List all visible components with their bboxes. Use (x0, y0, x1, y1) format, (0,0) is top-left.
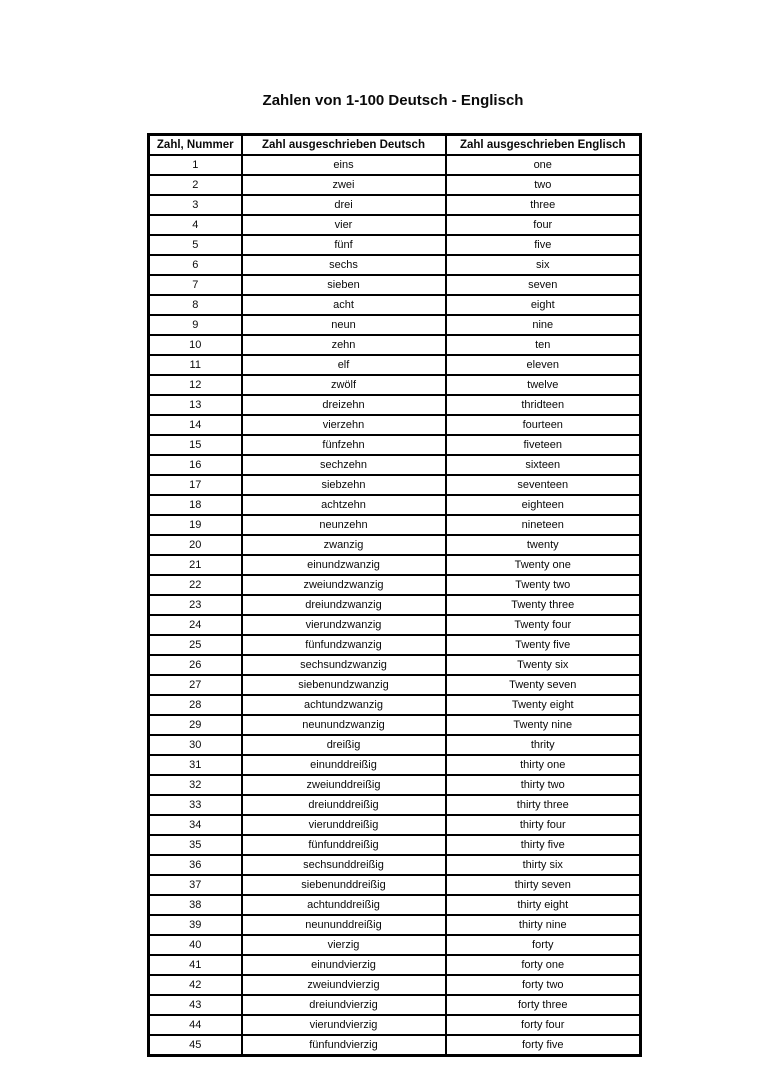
cell-number: 22 (149, 575, 242, 595)
cell-german: fünfunddreißig (242, 835, 446, 855)
table-header-row (149, 135, 641, 156)
cell-german: zweiundvierzig (242, 975, 446, 995)
cell-german: fünfzehn (242, 435, 446, 455)
cell-english: Twenty eight (446, 695, 641, 715)
cell-german: zweiundzwanzig (242, 575, 446, 595)
cell-number: 10 (149, 335, 242, 355)
header-number: Zahl, Nummer (149, 135, 242, 156)
cell-number: 13 (149, 395, 242, 415)
cell-number: 16 (149, 455, 242, 475)
cell-german: einundzwanzig (242, 555, 446, 575)
cell-german: achtundzwanzig (242, 695, 446, 715)
table-row (149, 655, 641, 675)
table-row (149, 595, 641, 615)
cell-number: 40 (149, 935, 242, 955)
table-row (149, 1035, 641, 1056)
cell-english: thirty two (446, 775, 641, 795)
table-row (149, 675, 641, 695)
cell-number: 27 (149, 675, 242, 695)
cell-english: five (446, 235, 641, 255)
cell-german: sechzehn (242, 455, 446, 475)
cell-german: einundvierzig (242, 955, 446, 975)
table-row (149, 315, 641, 335)
cell-number: 33 (149, 795, 242, 815)
cell-german: fünfundzwanzig (242, 635, 446, 655)
table-row (149, 615, 641, 635)
cell-number: 34 (149, 815, 242, 835)
cell-number: 20 (149, 535, 242, 555)
cell-german: sechs (242, 255, 446, 275)
cell-number: 43 (149, 995, 242, 1015)
table-row (149, 795, 641, 815)
table-row (149, 895, 641, 915)
table-row (149, 935, 641, 955)
table-row (149, 575, 641, 595)
table-row (149, 635, 641, 655)
cell-number: 45 (149, 1035, 242, 1056)
table-row (149, 335, 641, 355)
cell-english: forty two (446, 975, 641, 995)
table-row (149, 995, 641, 1015)
table-row (149, 955, 641, 975)
cell-number: 3 (149, 195, 242, 215)
cell-english: forty five (446, 1035, 641, 1056)
cell-english: Twenty five (446, 635, 641, 655)
cell-english: Twenty one (446, 555, 641, 575)
cell-german: neununddreißig (242, 915, 446, 935)
table-row (149, 835, 641, 855)
cell-number: 36 (149, 855, 242, 875)
cell-number: 26 (149, 655, 242, 675)
cell-number: 9 (149, 315, 242, 335)
cell-german: sechsundzwanzig (242, 655, 446, 675)
cell-english: forty three (446, 995, 641, 1015)
cell-number: 28 (149, 695, 242, 715)
cell-number: 31 (149, 755, 242, 775)
cell-german: zweiunddreißig (242, 775, 446, 795)
cell-german: neunzehn (242, 515, 446, 535)
table-row (149, 755, 641, 775)
cell-english: twenty (446, 535, 641, 555)
cell-german: zwölf (242, 375, 446, 395)
cell-number: 15 (149, 435, 242, 455)
cell-number: 24 (149, 615, 242, 635)
table-row (149, 515, 641, 535)
cell-english: three (446, 195, 641, 215)
cell-number: 14 (149, 415, 242, 435)
cell-number: 7 (149, 275, 242, 295)
cell-german: dreiunddreißig (242, 795, 446, 815)
table-row (149, 355, 641, 375)
cell-german: zwei (242, 175, 446, 195)
cell-german: dreizehn (242, 395, 446, 415)
cell-english: Twenty seven (446, 675, 641, 695)
cell-number: 29 (149, 715, 242, 735)
cell-number: 38 (149, 895, 242, 915)
numbers-table (147, 133, 642, 1057)
cell-number: 21 (149, 555, 242, 575)
cell-english: eleven (446, 355, 641, 375)
cell-german: fünfundvierzig (242, 1035, 446, 1056)
cell-number: 23 (149, 595, 242, 615)
cell-number: 37 (149, 875, 242, 895)
table-row (149, 735, 641, 755)
cell-german: siebenundzwanzig (242, 675, 446, 695)
table-row (149, 875, 641, 895)
cell-number: 6 (149, 255, 242, 275)
cell-german: eins (242, 155, 446, 175)
cell-english: fourteen (446, 415, 641, 435)
cell-german: vierzig (242, 935, 446, 955)
cell-english: Twenty four (446, 615, 641, 635)
table-row (149, 495, 641, 515)
table-row (149, 715, 641, 735)
cell-english: thirty six (446, 855, 641, 875)
cell-german: achtzehn (242, 495, 446, 515)
cell-number: 35 (149, 835, 242, 855)
table-row (149, 815, 641, 835)
cell-number: 30 (149, 735, 242, 755)
cell-german: zehn (242, 335, 446, 355)
cell-german: einunddreißig (242, 755, 446, 775)
cell-number: 8 (149, 295, 242, 315)
cell-german: vierundvierzig (242, 1015, 446, 1035)
cell-english: thridteen (446, 395, 641, 415)
table-row (149, 695, 641, 715)
cell-english: thirty three (446, 795, 641, 815)
cell-english: forty four (446, 1015, 641, 1035)
cell-number: 32 (149, 775, 242, 795)
cell-number: 11 (149, 355, 242, 375)
cell-number: 42 (149, 975, 242, 995)
cell-german: drei (242, 195, 446, 215)
table-row (149, 395, 641, 415)
cell-english: fiveteen (446, 435, 641, 455)
table-row (149, 375, 641, 395)
cell-english: twelve (446, 375, 641, 395)
cell-german: acht (242, 295, 446, 315)
cell-number: 39 (149, 915, 242, 935)
table-row (149, 295, 641, 315)
cell-german: neun (242, 315, 446, 335)
cell-english: nineteen (446, 515, 641, 535)
cell-english: thirty nine (446, 915, 641, 935)
table-row (149, 1015, 641, 1035)
table-row (149, 275, 641, 295)
cell-english: forty (446, 935, 641, 955)
table-row (149, 975, 641, 995)
cell-english: seven (446, 275, 641, 295)
cell-german: dreißig (242, 735, 446, 755)
cell-german: vierunddreißig (242, 815, 446, 835)
cell-german: achtunddreißig (242, 895, 446, 915)
cell-number: 44 (149, 1015, 242, 1035)
cell-german: siebenunddreißig (242, 875, 446, 895)
table-row (149, 855, 641, 875)
table-row (149, 555, 641, 575)
cell-number: 19 (149, 515, 242, 535)
cell-english: Twenty two (446, 575, 641, 595)
cell-english: thirty four (446, 815, 641, 835)
cell-english: Twenty nine (446, 715, 641, 735)
header-german: Zahl ausgeschrieben Deutsch (242, 135, 446, 156)
cell-english: ten (446, 335, 641, 355)
table-row (149, 455, 641, 475)
cell-number: 12 (149, 375, 242, 395)
cell-number: 41 (149, 955, 242, 975)
cell-german: vierzehn (242, 415, 446, 435)
cell-number: 18 (149, 495, 242, 515)
table-row (149, 415, 641, 435)
table-row (149, 155, 641, 175)
cell-english: forty one (446, 955, 641, 975)
cell-english: Twenty six (446, 655, 641, 675)
cell-number: 4 (149, 215, 242, 235)
cell-english: nine (446, 315, 641, 335)
cell-english: six (446, 255, 641, 275)
cell-german: neunundzwanzig (242, 715, 446, 735)
table-row (149, 435, 641, 455)
cell-english: thirty eight (446, 895, 641, 915)
cell-german: dreiundvierzig (242, 995, 446, 1015)
cell-german: elf (242, 355, 446, 375)
cell-german: vier (242, 215, 446, 235)
cell-english: one (446, 155, 641, 175)
cell-german: sieben (242, 275, 446, 295)
cell-german: dreiundzwanzig (242, 595, 446, 615)
cell-number: 1 (149, 155, 242, 175)
cell-english: two (446, 175, 641, 195)
cell-english: thirty one (446, 755, 641, 775)
cell-german: vierundzwanzig (242, 615, 446, 635)
table-row (149, 235, 641, 255)
cell-number: 5 (149, 235, 242, 255)
cell-english: thirty seven (446, 875, 641, 895)
cell-number: 2 (149, 175, 242, 195)
cell-english: seventeen (446, 475, 641, 495)
cell-english: sixteen (446, 455, 641, 475)
cell-english: thrity (446, 735, 641, 755)
table-row (149, 775, 641, 795)
table-row (149, 475, 641, 495)
cell-english: thirty five (446, 835, 641, 855)
table-row (149, 215, 641, 235)
cell-number: 25 (149, 635, 242, 655)
table-row (149, 915, 641, 935)
cell-german: fünf (242, 235, 446, 255)
table-row (149, 175, 641, 195)
cell-number: 17 (149, 475, 242, 495)
cell-german: sechsunddreißig (242, 855, 446, 875)
table-row (149, 255, 641, 275)
page-title: Zahlen von 1-100 Deutsch - Englisch (262, 92, 524, 109)
table-row (149, 535, 641, 555)
cell-english: four (446, 215, 641, 235)
cell-german: zwanzig (242, 535, 446, 555)
table-row (149, 195, 641, 215)
header-english: Zahl ausgeschrieben Englisch (446, 135, 641, 156)
cell-english: eighteen (446, 495, 641, 515)
cell-english: eight (446, 295, 641, 315)
cell-german: siebzehn (242, 475, 446, 495)
cell-english: Twenty three (446, 595, 641, 615)
